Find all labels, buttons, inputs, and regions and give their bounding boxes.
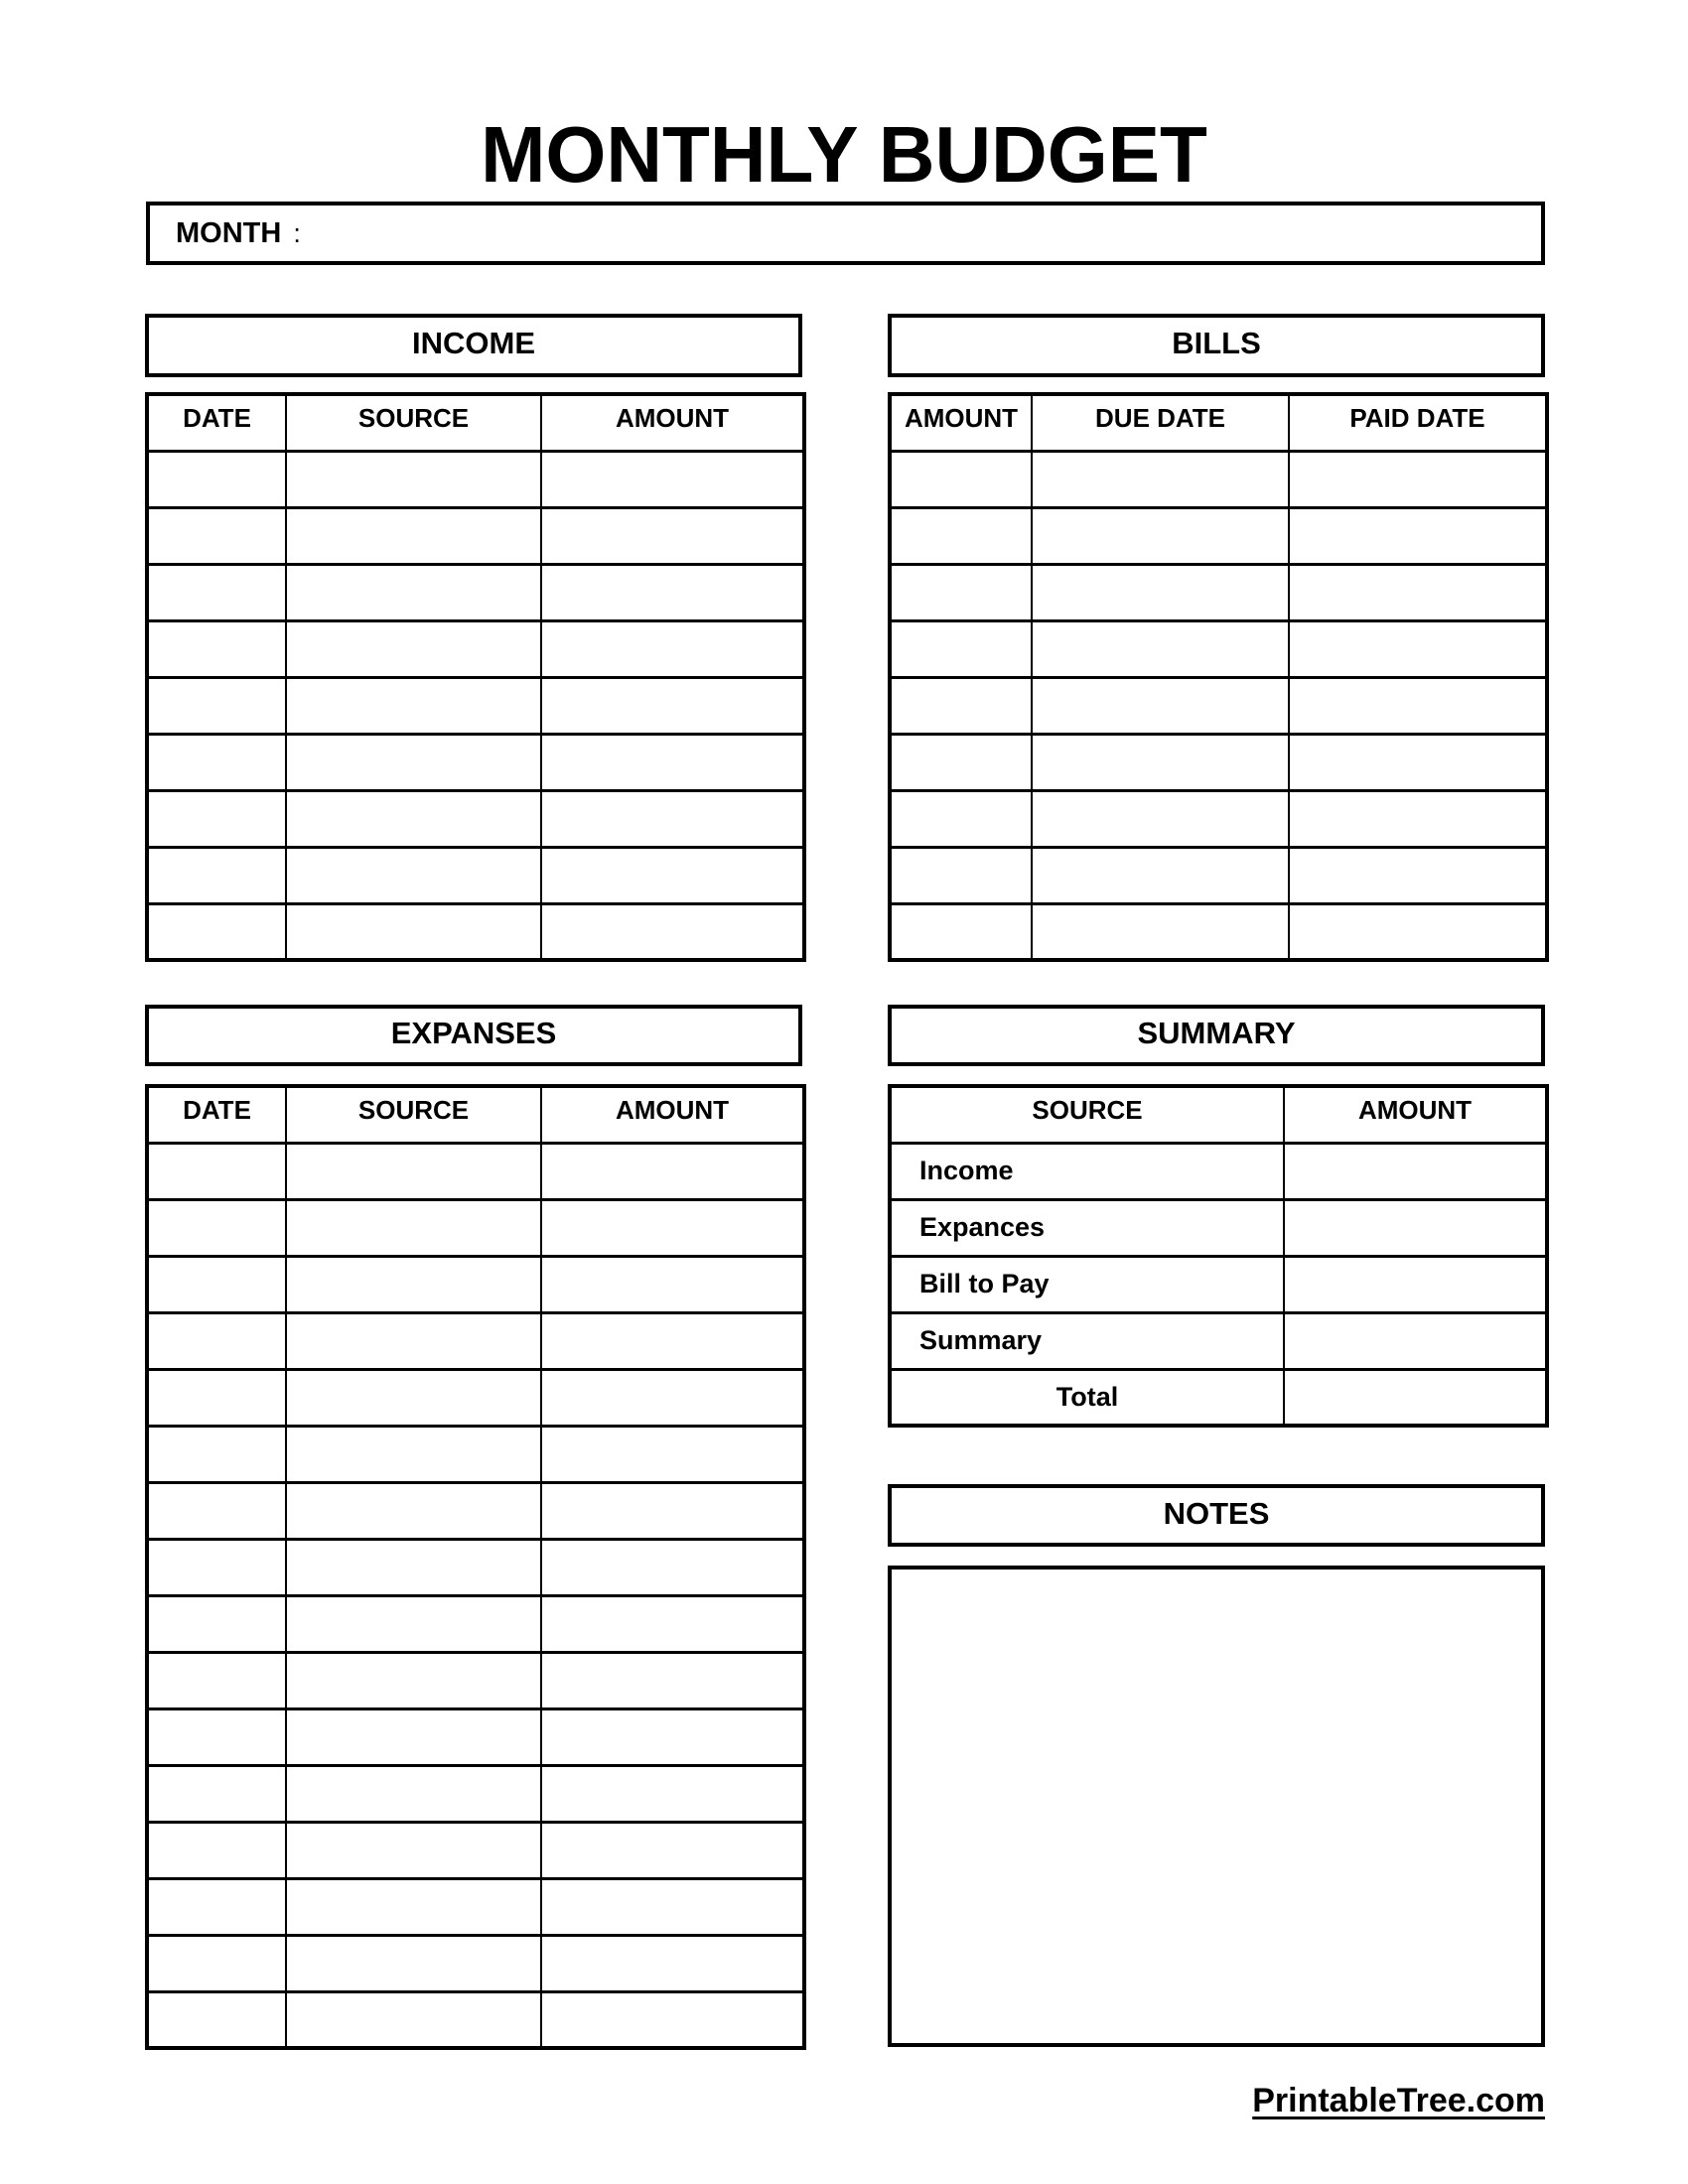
empty-cell[interactable] xyxy=(1289,564,1547,620)
table-row xyxy=(147,1312,804,1369)
bills-col-amount: AMOUNT xyxy=(890,394,1032,451)
empty-cell[interactable] xyxy=(541,1935,804,1991)
empty-cell[interactable] xyxy=(286,1312,541,1369)
expanses-col-date: DATE xyxy=(147,1086,286,1143)
empty-cell[interactable] xyxy=(286,1539,541,1595)
table-row xyxy=(147,451,804,507)
expanses-col-source: SOURCE xyxy=(286,1086,541,1143)
summary-value-summary[interactable] xyxy=(1284,1312,1547,1369)
table-row xyxy=(147,1708,804,1765)
summary-row-expances xyxy=(890,1199,1547,1256)
expanses-section-header xyxy=(145,1005,802,1066)
empty-cell[interactable] xyxy=(541,1765,804,1822)
income-col-source: SOURCE xyxy=(286,394,541,451)
empty-cell[interactable] xyxy=(147,1256,286,1312)
empty-cell[interactable] xyxy=(147,564,286,620)
summary-value-bill-to-pay[interactable] xyxy=(1284,1256,1547,1312)
summary-table xyxy=(888,1084,1549,1428)
empty-cell[interactable] xyxy=(541,1595,804,1652)
empty-cell[interactable] xyxy=(147,1143,286,1199)
table-row xyxy=(147,1199,804,1256)
summary-section-header xyxy=(888,1005,1545,1066)
table-row xyxy=(147,1652,804,1708)
empty-cell[interactable] xyxy=(1032,847,1289,903)
empty-cell[interactable] xyxy=(890,847,1032,903)
summary-section-title: SUMMARY xyxy=(1137,1016,1296,1050)
table-row xyxy=(890,564,1547,620)
empty-cell[interactable] xyxy=(890,620,1032,677)
summary-label-bill-to-pay: Bill to Pay xyxy=(890,1256,1284,1312)
table-row xyxy=(147,903,804,960)
income-section-header xyxy=(145,314,802,377)
empty-cell[interactable] xyxy=(890,451,1032,507)
table-row xyxy=(890,677,1547,734)
empty-cell[interactable] xyxy=(286,1652,541,1708)
table-row xyxy=(147,1595,804,1652)
empty-cell[interactable] xyxy=(147,1199,286,1256)
empty-cell[interactable] xyxy=(541,1991,804,2048)
empty-cell[interactable] xyxy=(541,1539,804,1595)
month-value-field[interactable] xyxy=(301,205,1541,261)
empty-cell[interactable] xyxy=(286,1935,541,1991)
empty-cell[interactable] xyxy=(286,451,541,507)
bills-col-due-date: DUE DATE xyxy=(1032,394,1289,451)
empty-cell[interactable] xyxy=(1032,507,1289,564)
empty-cell[interactable] xyxy=(1032,790,1289,847)
empty-cell[interactable] xyxy=(286,1822,541,1878)
footer-link[interactable]: PrintableTree.com xyxy=(1252,2082,1545,2119)
empty-cell[interactable] xyxy=(541,1143,804,1199)
empty-cell[interactable] xyxy=(286,1256,541,1312)
expanses-table xyxy=(145,1084,806,2050)
empty-cell[interactable] xyxy=(541,1199,804,1256)
table-row xyxy=(890,620,1547,677)
summary-value-expances[interactable] xyxy=(1284,1199,1547,1256)
table-row xyxy=(890,847,1547,903)
empty-cell[interactable] xyxy=(286,620,541,677)
empty-cell[interactable] xyxy=(147,1765,286,1822)
empty-cell[interactable] xyxy=(1032,903,1289,960)
empty-cell[interactable] xyxy=(286,847,541,903)
notes-section-title: NOTES xyxy=(1163,1495,1270,1531)
empty-cell[interactable] xyxy=(541,1256,804,1312)
table-row xyxy=(147,1143,804,1199)
empty-cell[interactable] xyxy=(147,507,286,564)
empty-cell[interactable] xyxy=(147,790,286,847)
summary-label-total: Total xyxy=(890,1369,1284,1426)
empty-cell[interactable] xyxy=(147,620,286,677)
empty-cell[interactable] xyxy=(1289,790,1547,847)
empty-cell[interactable] xyxy=(286,903,541,960)
empty-cell[interactable] xyxy=(147,734,286,790)
table-row xyxy=(147,1482,804,1539)
empty-cell[interactable] xyxy=(147,1595,286,1652)
empty-cell[interactable] xyxy=(1032,564,1289,620)
empty-cell[interactable] xyxy=(286,1765,541,1822)
bills-header-row xyxy=(890,394,1547,451)
month-label: MONTH xyxy=(176,216,282,249)
empty-cell[interactable] xyxy=(147,903,286,960)
empty-cell[interactable] xyxy=(147,1426,286,1482)
table-row xyxy=(890,734,1547,790)
empty-cell[interactable] xyxy=(541,847,804,903)
month-field-box xyxy=(146,202,1545,265)
empty-cell[interactable] xyxy=(147,1708,286,1765)
table-row xyxy=(147,1539,804,1595)
income-section-title: INCOME xyxy=(412,326,535,360)
empty-cell[interactable] xyxy=(1289,734,1547,790)
income-col-amount: AMOUNT xyxy=(541,394,804,451)
empty-cell[interactable] xyxy=(541,451,804,507)
summary-row-bill-to-pay xyxy=(890,1256,1547,1312)
table-row xyxy=(890,507,1547,564)
empty-cell[interactable] xyxy=(541,1482,804,1539)
income-col-date: DATE xyxy=(147,394,286,451)
empty-cell[interactable] xyxy=(1289,847,1547,903)
empty-cell[interactable] xyxy=(286,1708,541,1765)
table-row xyxy=(147,1369,804,1426)
bills-section-title: BILLS xyxy=(1172,326,1261,360)
empty-cell[interactable] xyxy=(890,507,1032,564)
empty-cell[interactable] xyxy=(147,1482,286,1539)
summary-value-income[interactable] xyxy=(1284,1143,1547,1199)
empty-cell[interactable] xyxy=(286,677,541,734)
empty-cell[interactable] xyxy=(286,1199,541,1256)
empty-cell[interactable] xyxy=(541,790,804,847)
table-row xyxy=(147,1822,804,1878)
empty-cell[interactable] xyxy=(541,1369,804,1426)
empty-cell[interactable] xyxy=(1032,734,1289,790)
table-row xyxy=(147,1765,804,1822)
empty-cell[interactable] xyxy=(147,1878,286,1935)
empty-cell[interactable] xyxy=(541,1822,804,1878)
income-table xyxy=(145,392,806,962)
empty-cell[interactable] xyxy=(147,1935,286,1991)
expanses-header-row xyxy=(147,1086,804,1143)
empty-cell[interactable] xyxy=(541,1426,804,1482)
empty-cell[interactable] xyxy=(1289,620,1547,677)
empty-cell[interactable] xyxy=(541,1878,804,1935)
empty-cell[interactable] xyxy=(541,1652,804,1708)
empty-cell[interactable] xyxy=(1289,677,1547,734)
empty-cell[interactable] xyxy=(541,564,804,620)
empty-cell[interactable] xyxy=(147,677,286,734)
empty-cell[interactable] xyxy=(1032,451,1289,507)
empty-cell[interactable] xyxy=(1289,451,1547,507)
empty-cell[interactable] xyxy=(890,734,1032,790)
empty-cell[interactable] xyxy=(541,734,804,790)
table-row xyxy=(890,790,1547,847)
empty-cell[interactable] xyxy=(541,903,804,960)
summary-label-expances: Expances xyxy=(890,1199,1284,1256)
table-row xyxy=(147,847,804,903)
month-separator: : xyxy=(293,217,301,248)
summary-row-summary xyxy=(890,1312,1547,1369)
empty-cell[interactable] xyxy=(147,1652,286,1708)
empty-cell[interactable] xyxy=(541,1708,804,1765)
empty-cell[interactable] xyxy=(1289,903,1547,960)
notes-area[interactable] xyxy=(888,1566,1545,2047)
table-row xyxy=(147,564,804,620)
empty-cell[interactable] xyxy=(890,790,1032,847)
summary-row-income xyxy=(890,1143,1547,1199)
empty-cell[interactable] xyxy=(286,790,541,847)
empty-cell[interactable] xyxy=(147,1539,286,1595)
table-row xyxy=(147,507,804,564)
empty-cell[interactable] xyxy=(147,451,286,507)
empty-cell[interactable] xyxy=(890,903,1032,960)
table-row xyxy=(147,1935,804,1991)
empty-cell[interactable] xyxy=(286,1482,541,1539)
table-row xyxy=(147,620,804,677)
empty-cell[interactable] xyxy=(147,1369,286,1426)
page-title: MONTHLY BUDGET xyxy=(481,110,1207,199)
empty-cell[interactable] xyxy=(286,1991,541,2048)
empty-cell[interactable] xyxy=(1032,677,1289,734)
table-row xyxy=(147,1878,804,1935)
notes-section-header xyxy=(888,1484,1545,1547)
summary-row-total xyxy=(890,1369,1547,1426)
bills-section-header xyxy=(888,314,1545,377)
empty-cell[interactable] xyxy=(147,1822,286,1878)
expanses-col-amount: AMOUNT xyxy=(541,1086,804,1143)
table-row xyxy=(890,451,1547,507)
empty-cell[interactable] xyxy=(286,1143,541,1199)
empty-cell[interactable] xyxy=(286,1878,541,1935)
table-row xyxy=(147,1256,804,1312)
empty-cell[interactable] xyxy=(286,564,541,620)
empty-cell[interactable] xyxy=(286,1595,541,1652)
expanses-section-title: EXPANSES xyxy=(390,1016,557,1050)
table-row xyxy=(890,903,1547,960)
bills-table xyxy=(888,392,1549,962)
empty-cell[interactable] xyxy=(541,1312,804,1369)
empty-cell[interactable] xyxy=(147,1991,286,2048)
empty-cell[interactable] xyxy=(890,564,1032,620)
summary-col-amount: AMOUNT xyxy=(1284,1086,1547,1143)
empty-cell[interactable] xyxy=(1032,620,1289,677)
empty-cell[interactable] xyxy=(147,847,286,903)
empty-cell[interactable] xyxy=(286,734,541,790)
bills-col-paid-date: PAID DATE xyxy=(1289,394,1547,451)
empty-cell[interactable] xyxy=(286,1369,541,1426)
empty-cell[interactable] xyxy=(147,1312,286,1369)
summary-value-total[interactable] xyxy=(1284,1369,1547,1426)
empty-cell[interactable] xyxy=(286,507,541,564)
empty-cell[interactable] xyxy=(541,620,804,677)
summary-header-row xyxy=(890,1086,1547,1143)
summary-label-summary: Summary xyxy=(890,1312,1284,1369)
table-row xyxy=(147,677,804,734)
summary-label-income: Income xyxy=(890,1143,1284,1199)
empty-cell[interactable] xyxy=(890,677,1032,734)
table-row xyxy=(147,1991,804,2048)
empty-cell[interactable] xyxy=(286,1426,541,1482)
empty-cell[interactable] xyxy=(1289,507,1547,564)
table-row xyxy=(147,734,804,790)
empty-cell[interactable] xyxy=(541,677,804,734)
table-row xyxy=(147,1426,804,1482)
table-row xyxy=(147,790,804,847)
empty-cell[interactable] xyxy=(541,507,804,564)
income-header-row xyxy=(147,394,804,451)
summary-col-source: SOURCE xyxy=(890,1086,1284,1143)
